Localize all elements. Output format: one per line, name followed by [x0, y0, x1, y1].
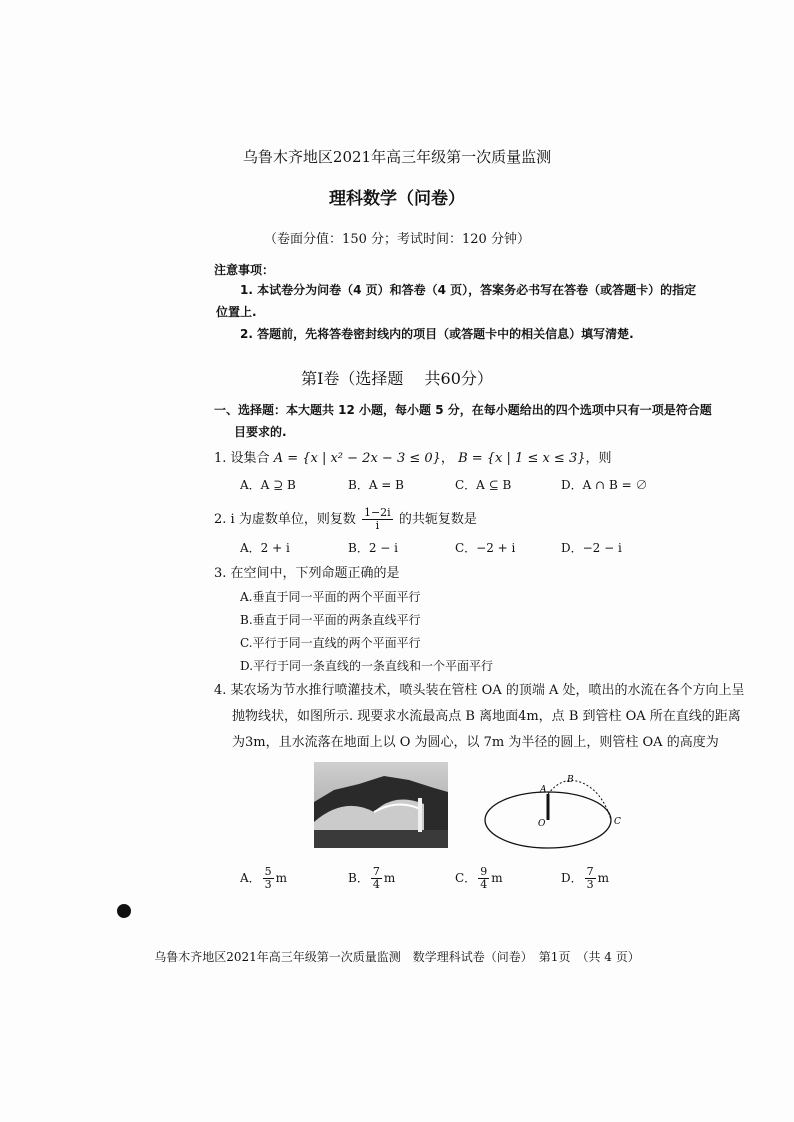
sprinkler-photo	[314, 762, 448, 848]
q2-option-b: B．2 − i	[348, 541, 398, 555]
question-4-line-3: 为3m，且水流落在地面上以 O 为圆心，以 7m 为半径的圆上，则管柱 OA 的高度为	[232, 735, 719, 750]
section-instructions-cont: 目要求的.	[234, 425, 287, 439]
set-a: A = {x | x² − 2x − 3 ≤ 0}	[273, 451, 441, 466]
exam-title: 乌鲁木齐地区2021年高三年级第一次质量监测	[242, 148, 552, 166]
q1-option-c: C．A ⊆ B	[455, 478, 512, 492]
q2-option-c: C．−2 + i	[455, 541, 516, 555]
q4-option-a: A． $\frac{5}{3}$ m	[240, 865, 288, 891]
q2-option-a: A．2 + i	[240, 541, 290, 555]
point-a-label: A	[540, 785, 547, 795]
q3-option-c: C.平行于同一直线的两个平面平行	[240, 636, 421, 650]
notes-heading: 注意事项：	[214, 263, 275, 277]
q2-option-d: D．−2 − i	[561, 541, 622, 555]
q3-option-a: A.垂直于同一平面的两个平面平行	[240, 590, 421, 604]
q2-fraction: $\frac{1-2i}{i}$	[363, 506, 391, 532]
section-instructions: 一、选择题：本大题共 12 小题，每小题 5 分，在每小题给出的四个选项中只有一项是符合题	[214, 403, 712, 417]
q1-option-a: A．A ⊇ B	[240, 478, 296, 492]
paper-subtitle: 理科数学（问卷）	[329, 189, 465, 209]
q4-option-c: C． $\frac{9}{4}$ m	[455, 865, 503, 891]
water-arc	[548, 781, 611, 821]
question-4-line-2: 抛物线状，如图所示. 现要求水流最高点 B 离地面4m，点 B 到管柱 OA 所在直线的距离	[232, 709, 741, 724]
section-title: 第Ⅰ卷（选择题 共60分）	[301, 369, 493, 388]
binding-hole-mark	[117, 904, 131, 918]
question-4-line-1: 4. 某农场为节水推行喷灌技术，喷头装在管柱 OA 的顶端 A 处，喷出的水流在各个方向上呈	[214, 683, 745, 698]
question-1-stem: 1. 设集合 A = {x | x² − 2x − 3 ≤ 0}， B = {x | 1 ≤ x ≤ 3}，则	[214, 451, 612, 466]
q4-option-b: B． $\frac{7}{4}$ m	[348, 865, 396, 891]
point-b-label: B	[567, 775, 574, 785]
parabola-diagram	[482, 772, 632, 852]
q4-option-d: D． $\frac{7}{3}$ m	[561, 865, 610, 891]
point-o-label: O	[538, 819, 546, 829]
q1-option-b: B．A = B	[348, 478, 404, 492]
note-item-2: 2. 答题前，先将答卷密封线内的项目（或答题卡中的相关信息）填写清楚.	[240, 327, 634, 341]
page-footer: 乌鲁木齐地区2021年高三年级第一次质量监测 数学理科试卷（问卷） 第1页 （共 4 页）	[154, 950, 640, 964]
question-3-stem: 3. 在空间中，下列命题正确的是	[214, 566, 400, 581]
note-item-1: 1. 本试卷分为问卷（4 页）和答卷（4 页），答案务必书写在答卷（或答题卡）的指定	[240, 283, 697, 297]
note-item-1-cont: 位置上.	[216, 305, 257, 319]
q1-option-d: D．A ∩ B = ∅	[561, 478, 648, 492]
exam-info: （卷面分值：150 分；考试时间：120 分钟）	[264, 232, 530, 247]
set-b: B = {x | 1 ≤ x ≤ 3}	[458, 451, 586, 466]
q3-option-d: D.平行于同一条直线的一条直线和一个平面平行	[240, 659, 494, 673]
question-2-stem: 2. i 为虚数单位，则复数 $\frac{1-2i}{i}$ 的共轭复数是	[214, 506, 477, 532]
point-c-label: C	[614, 817, 621, 827]
q3-option-b: B.垂直于同一平面的两条直线平行	[240, 613, 421, 627]
